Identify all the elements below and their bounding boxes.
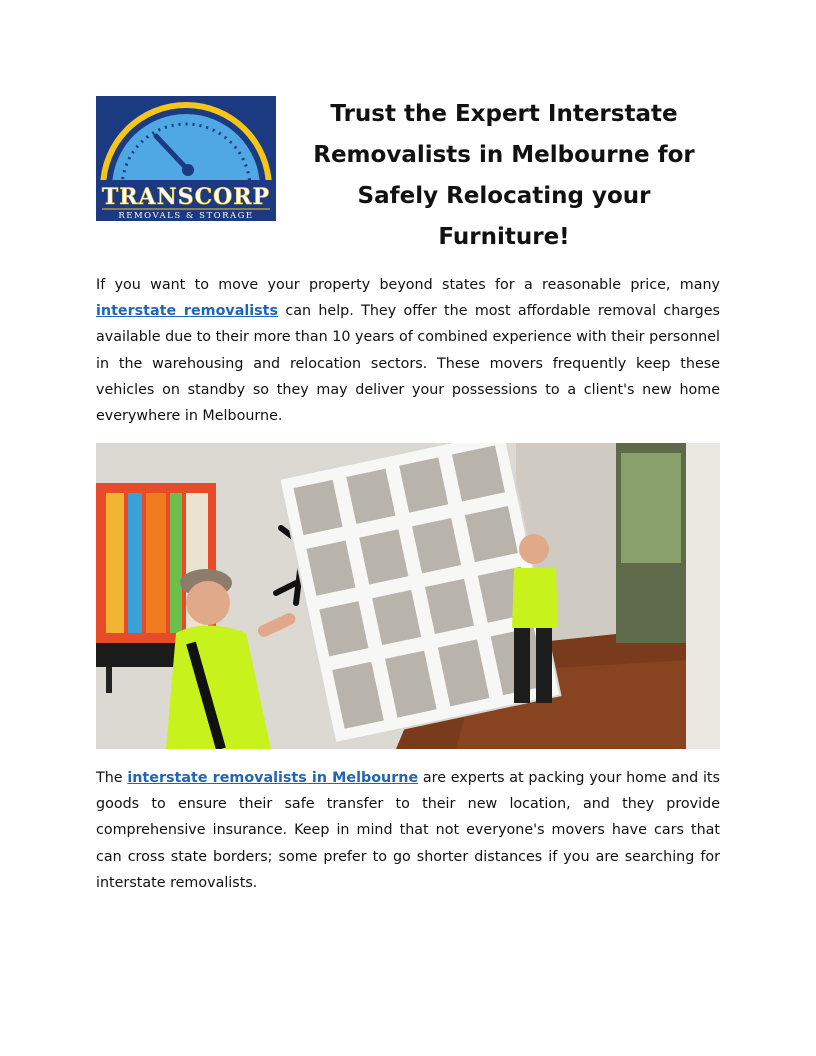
transcorp-logo-graphic xyxy=(96,96,276,221)
movers-carrying-shelf-photo xyxy=(96,443,720,749)
services-text-start: The xyxy=(96,770,128,786)
logo-brand-name: TRANSCORP xyxy=(101,184,271,210)
interstate-removalists-melbourne-link[interactable]: interstate removalists in Melbourne xyxy=(127,770,419,786)
title-line-3: Safely Relocating your Furniture! xyxy=(357,183,651,250)
services-paragraph xyxy=(96,765,720,896)
intro-text-start: If you want to move your property beyond states for a reasonable price, many xyxy=(96,277,720,293)
logo-tagline: REMOVALS & STORAGE xyxy=(118,211,254,221)
company-logo xyxy=(96,96,276,221)
movers-photo xyxy=(96,443,720,749)
intro-paragraph xyxy=(96,272,720,429)
services-text-end: are experts at packing your home and its goods to ensure their safe transfer to their new location, and they provide comprehensive insurance. Keep in mind that not everyone's movers have cars that can cross state borders; some prefer to go shorter distances if you are searching for interstate removalists. xyxy=(96,770,720,891)
page-title xyxy=(296,94,712,258)
interstate-removalists-link[interactable]: interstate removalists xyxy=(96,303,279,320)
title-line-2: Removalists in Melbourne for xyxy=(313,142,695,168)
title-line-1: Trust the Expert Interstate xyxy=(330,101,678,127)
intro-text-end: can help. They offer the most affordable removal charges available due to their more than 10 years of combined experience with their personnel in the warehousing and relocation sectors. These movers frequently keep these vehicles on standby so they may deliver your possessions to a client's new home everywhere in Melbourne. xyxy=(96,303,721,425)
